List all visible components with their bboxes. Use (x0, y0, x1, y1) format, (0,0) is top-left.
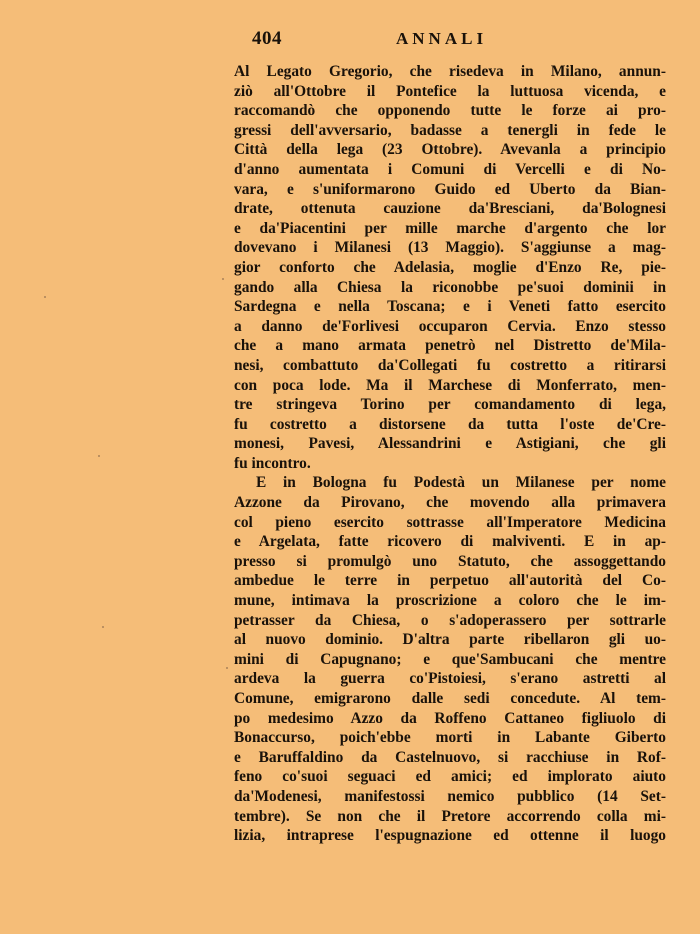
paper-speck (98, 455, 100, 457)
text-line: mune, intimava la proscrizione a coloro che le im- (234, 592, 666, 610)
text-line: presso si promulgò uno Statuto, che assoggettando (234, 552, 666, 570)
text-line: a danno de'Forlivesi occuparon Cervia. Enzo stesso (234, 317, 666, 335)
text-line: drate, ottenuta cauzione da'Bresciani, da'Bolognesi (234, 200, 666, 218)
paper-speck (222, 278, 224, 280)
text-line: da'Modenesi, manifestossi nemico pubblico (14 Set- (234, 787, 666, 805)
text-line: tre stringeva Torino per comandamento di lega, (234, 396, 666, 414)
text-line: al nuovo dominio. D'altra parte ribellaron gli uo- (234, 631, 666, 649)
text-line: con poca lode. Ma il Marchese di Monferrato, men- (234, 376, 666, 394)
text-line: po medesimo Azzo da Roffeno Cattaneo figliuolo di (234, 709, 666, 727)
text-line: ziò all'Ottobre il Pontefice la luttuosa vicenda, e (234, 82, 666, 100)
text-line: nesi, combattuto da'Collegati fu costretto a ritirarsi (234, 356, 666, 374)
text-line: E in Bologna fu Podestà un Milanese per nome (256, 474, 666, 492)
text-line: Al Legato Gregorio, che risedeva in Milano, annun- (234, 63, 666, 80)
page-header (252, 28, 512, 54)
text-line: gior conforto che Adelasia, moglie d'Enzo Re, pie- (234, 258, 666, 276)
text-line: ardeva la guerra co'Pistoiesi, s'erano astretti al (234, 670, 666, 688)
text-line: fu incontro. (234, 454, 311, 472)
text-line: col pieno esercito sottrasse all'Imperatore Medicina (234, 513, 666, 531)
text-line: lizia, intraprese l'espugnazione ed ottenne il luogo (234, 827, 666, 845)
text-line: petrasser da Chiesa, o s'adoperassero per sottrarle (234, 611, 666, 629)
text-line: vara, e s'uniformarono Guido ed Uberto da Bian- (234, 180, 666, 198)
text-line: Bonaccurso, poich'ebbe morti in Labante Giberto (234, 729, 666, 747)
text-line: gressi dell'avversario, badasse a tenergli in fede le (234, 121, 666, 139)
text-line: tembre). Se non che il Pretore accorrendo colla mi- (234, 807, 666, 825)
text-line: mini di Capugnano; e que'Sambucani che mentre (234, 650, 666, 668)
text-line: gando alla Chiesa la riconobbe pe'suoi dominii in (234, 278, 666, 296)
text-line: che a mano armata penetrò nel Distretto de'Mila- (234, 337, 666, 355)
text-line: feno co'suoi seguaci ed amici; ed implorato aiuto (234, 768, 666, 786)
text-line: Città della lega (23 Ottobre). Avevanla a principio (234, 141, 666, 159)
page-number: 404 (252, 28, 282, 49)
body-text (234, 62, 666, 846)
text-line: Comune, emigrarono dalle sedi concedute. Al tem- (234, 690, 666, 707)
text-line: fu costretto a distorsene da tutta l'oste de'Cre- (234, 415, 666, 433)
text-line: e da'Piacentini per mille marche d'argento che lor (234, 219, 666, 237)
text-line: e Argelata, fatte ricovero di malviventi. E in ap- (234, 533, 666, 551)
text-line: e Baruffaldino da Castelnuovo, si racchiuse in Rof- (234, 748, 666, 766)
paper-speck (44, 296, 46, 298)
text-line: Sardegna e nella Toscana; e i Veneti fatto esercito (234, 298, 666, 316)
text-line: raccomandò che opponendo tutte le forze ai pro- (234, 102, 666, 120)
text-line: d'anno aumentata i Comuni di Vercelli e di No- (234, 160, 666, 178)
text-line: monesi, Pavesi, Alessandrini e Astigiani, che gli (234, 435, 666, 453)
paper-speck (226, 667, 228, 669)
paper-speck (102, 626, 104, 628)
text-line: ambedue le terre in perpetuo all'autorità del Co- (234, 572, 666, 590)
running-title: ANNALI (396, 29, 488, 48)
text-line: Azzone da Pirovano, che movendo alla primavera (234, 494, 666, 512)
text-line: dovevano i Milanesi (13 Maggio). S'aggiunse a mag- (234, 239, 666, 257)
